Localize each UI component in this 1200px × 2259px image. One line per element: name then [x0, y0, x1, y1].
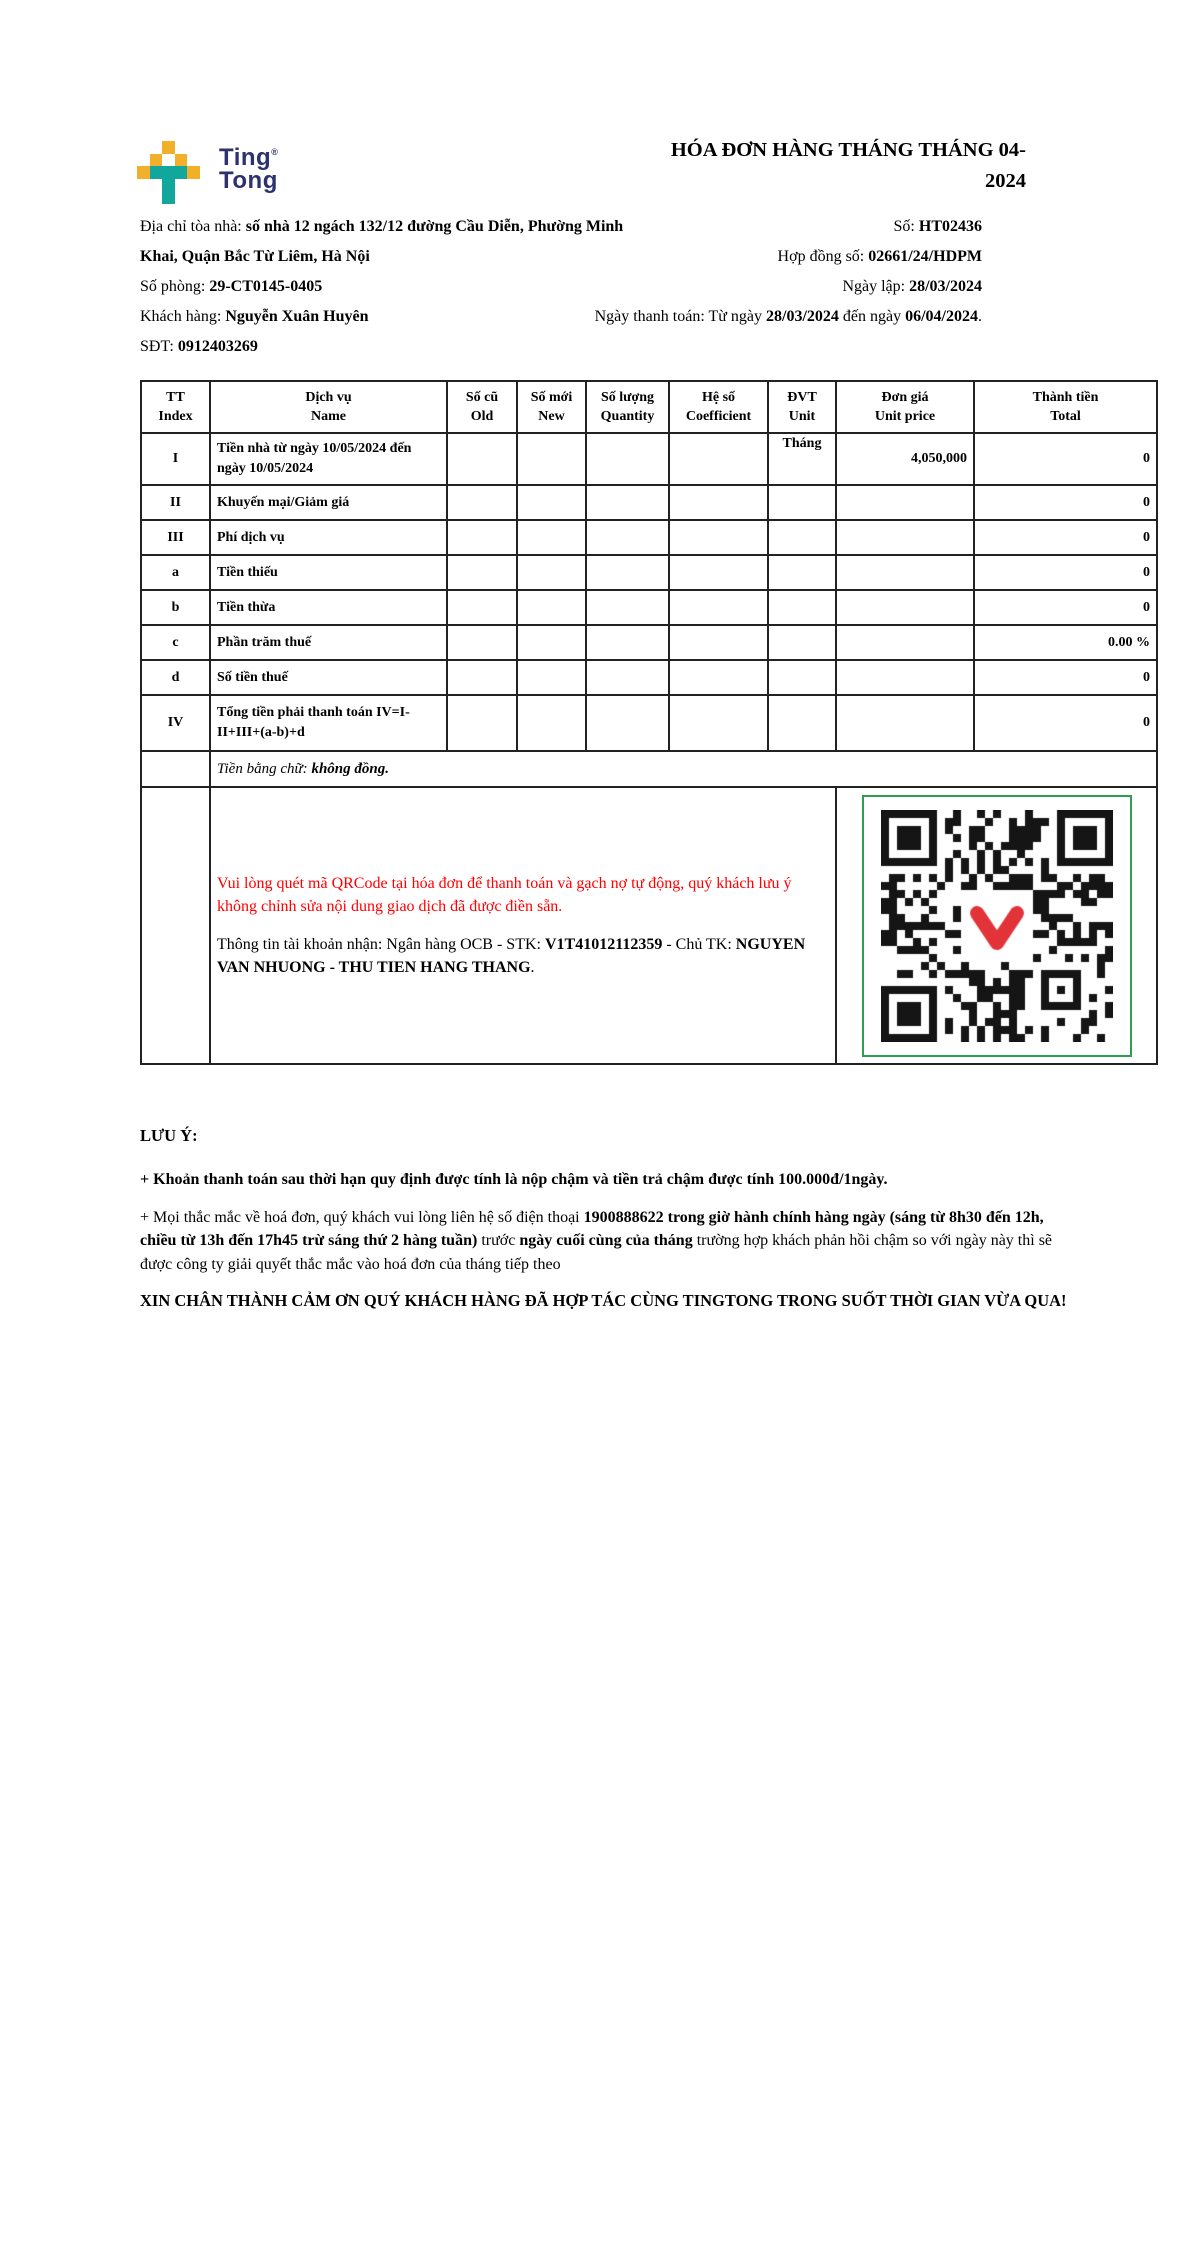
- cell-old: [447, 625, 517, 660]
- cell-unit-price: [836, 695, 974, 751]
- phone-value: 0912403269: [177, 338, 258, 355]
- qr-code-cell: [836, 787, 1157, 1064]
- col-header-new: Số mới New: [517, 381, 586, 433]
- logo-pixel: [187, 166, 200, 179]
- cell-total: 0: [974, 695, 1157, 751]
- hotline-note-text: trường hợp khách phản hồi chậm so với ngày này thì sẽ được công ty giải quyết thắc mắc vào hoá đơn của tháng tiếp theo: [140, 1232, 1053, 1273]
- logo-pixel: [162, 166, 175, 179]
- amount-words-label: Tiền bằng chữ:: [217, 760, 312, 777]
- logo-pixel: [150, 166, 163, 179]
- table-row-service-fee: [141, 520, 1157, 555]
- registered-mark: ®: [271, 147, 278, 157]
- cell-coef: [669, 485, 768, 520]
- logo-pixel: [175, 166, 188, 179]
- cell-index: c: [141, 625, 210, 660]
- late-payment-note: + Khoản thanh toán sau thời hạn quy định được tính là nộp chậm và tiền trả chậm được tính 100.000đ/1ngày.: [140, 1171, 888, 1188]
- payment-label: Ngày thanh toán: Từ ngày: [594, 308, 767, 325]
- issue-date-value: 28/03/2024: [909, 278, 982, 295]
- cell-name: Phí dịch vụ: [210, 520, 447, 555]
- cell-index: IV: [141, 695, 210, 751]
- cell-unit-price: [836, 555, 974, 590]
- invoice-table: [140, 380, 1158, 1065]
- customer-value: Nguyễn Xuân Huyên: [225, 308, 369, 325]
- table-row-tax-amount: [141, 660, 1157, 695]
- cell-index: [141, 787, 210, 1064]
- cell-old: [447, 433, 517, 485]
- contract-label: Hợp đồng số:: [777, 248, 869, 265]
- cell-name: Tiền thừa: [210, 590, 447, 625]
- room-label: Số phòng:: [140, 278, 210, 295]
- cell-name: Tổng tiền phải thanh toán IV=I-II+III+(a-b)+d: [210, 695, 447, 751]
- payment-to: 06/04/2024: [905, 308, 978, 325]
- col-header-quantity: Số lượng Quantity: [586, 381, 669, 433]
- invoice-no-line: [422, 212, 982, 242]
- payment-from: 28/03/2024: [766, 308, 839, 325]
- table-row-shortage: [141, 555, 1157, 590]
- cell-unit: [768, 660, 836, 695]
- phone-line: [140, 332, 660, 362]
- table-header-row: [141, 381, 1157, 433]
- cell-qty: [586, 520, 669, 555]
- cell-new: [517, 625, 586, 660]
- cell-index: b: [141, 590, 210, 625]
- tingtong-logo-icon: [137, 141, 197, 201]
- document-title: HÓA ĐƠN HÀNG THÁNG THÁNG 04-2024: [670, 139, 1026, 192]
- cell-coef: [669, 660, 768, 695]
- address-label: Địa chỉ tòa nhà:: [140, 218, 246, 235]
- cell-old: [447, 590, 517, 625]
- cell-index: II: [141, 485, 210, 520]
- issue-date-line: [422, 272, 982, 302]
- cell-index: I: [141, 433, 210, 485]
- cell-name: Số tiền thuế: [210, 660, 447, 695]
- hotline-note: [140, 1206, 1080, 1277]
- cell-new: [517, 555, 586, 590]
- cell-name: Khuyến mại/Giảm giá: [210, 485, 447, 520]
- cell-name: Tiền thiếu: [210, 555, 447, 590]
- cell-new: [517, 695, 586, 751]
- table-row-surplus: [141, 590, 1157, 625]
- cell-coef: [669, 625, 768, 660]
- cell-qty: [586, 660, 669, 695]
- cell-qty: [586, 695, 669, 751]
- cell-index: a: [141, 555, 210, 590]
- account-holder: NGUYEN VAN NHUONG - THU TIEN HANG THANG: [217, 936, 806, 976]
- cell-coef: [669, 695, 768, 751]
- col-header-coefficient: Hệ số Coefficient: [669, 381, 768, 433]
- cell-unit: [768, 485, 836, 520]
- invoice-no-label: Số:: [893, 218, 919, 235]
- table-row-discount: [141, 485, 1157, 520]
- cell-coef: [669, 433, 768, 485]
- cell-total: 0: [974, 590, 1157, 625]
- account-mid: - Chủ TK:: [662, 936, 736, 953]
- col-header-unit-price: Đơn giá Unit price: [836, 381, 974, 433]
- cell-total: 0: [974, 555, 1157, 590]
- payment-mid: đến ngày: [838, 308, 906, 325]
- cell-name: Tiền nhà từ ngày 10/05/2024 đến ngày 10/05/2024: [210, 433, 447, 485]
- cell-qty: [586, 433, 669, 485]
- cell-old: [447, 555, 517, 590]
- hotline-number: 1900888622 trong giờ hành chính hàng ngày (sáng từ 8h30 đến 12h, chiều từ 13h đến 17h45 trừ sáng thứ 2 hàng tuần): [140, 1208, 1044, 1249]
- cell-total: 0.00 %: [974, 625, 1157, 660]
- address-value: số nhà 12 ngách 132/12 đường Cầu Diễn, Phường Minh Khai, Quận Bắc Từ Liêm, Hà Nội: [140, 218, 624, 265]
- amount-words-value: không đồng.: [311, 760, 389, 777]
- cell-coef: [669, 590, 768, 625]
- cell-unit: [768, 625, 836, 660]
- col-header-total: Thành tiền Total: [974, 381, 1157, 433]
- cell-unit-price: 4,050,000: [836, 433, 974, 485]
- bank-account-info: [217, 933, 829, 979]
- col-header-name: Dịch vụ Name: [210, 381, 447, 433]
- cell-old: [447, 520, 517, 555]
- qr-row: [141, 787, 1157, 1064]
- cell-unit: Tháng: [768, 433, 836, 485]
- qr-code: [881, 810, 1113, 1042]
- cell-coef: [669, 520, 768, 555]
- cell-new: [517, 520, 586, 555]
- cell-index: III: [141, 520, 210, 555]
- logo-pixel: [137, 166, 150, 179]
- room-value: 29-CT0145-0405: [209, 278, 323, 295]
- amount-in-words: [210, 751, 1157, 787]
- account-number: V1T41012112359: [544, 936, 663, 953]
- issue-date-label: Ngày lập:: [842, 278, 910, 295]
- table-row-rent: [141, 433, 1157, 485]
- payment-end: .: [978, 308, 982, 325]
- logo-word-ting: Ting: [219, 144, 272, 171]
- cell-total: 0: [974, 485, 1157, 520]
- contract-value: 02661/24/HDPM: [868, 248, 982, 265]
- hotline-note-text: + Mọi thắc mắc về hoá đơn, quý khách vui lòng liên hệ số điện thoại: [140, 1208, 584, 1226]
- cell-old: [447, 695, 517, 751]
- col-header-index: TT Index: [141, 381, 210, 433]
- contract-line: [422, 242, 982, 272]
- cell-unit: [768, 590, 836, 625]
- account-label: Thông tin tài khoản nhận: Ngân hàng OCB - STK:: [217, 936, 545, 953]
- cell-unit: [768, 695, 836, 751]
- qr-payment-notice: Vui lòng quét mã QRCode tại hóa đơn để thanh toán và gạch nợ tự động, quý khách lưu ý không chỉnh sửa nội dung giao dịch đã được điền sẵn.: [217, 875, 792, 915]
- cell-index: d: [141, 660, 210, 695]
- cell-unit-price: [836, 520, 974, 555]
- cell-unit: [768, 555, 836, 590]
- tingtong-logo-text: [219, 141, 278, 192]
- invoice-meta: [422, 212, 982, 332]
- cell-qty: [586, 625, 669, 660]
- cell-new: [517, 590, 586, 625]
- cell-new: [517, 433, 586, 485]
- payment-period-line: [422, 302, 982, 332]
- cell-unit-price: [836, 485, 974, 520]
- invoice-no-value: HT02436: [918, 218, 982, 235]
- logo-pixel: [175, 154, 188, 167]
- cell-unit-price: [836, 590, 974, 625]
- cell-qty: [586, 555, 669, 590]
- notes-title: LƯU Ý:: [140, 1126, 198, 1145]
- deadline-text: ngày cuối cùng của tháng: [519, 1232, 693, 1249]
- cell-new: [517, 660, 586, 695]
- logo-pixel: [162, 179, 175, 192]
- footer-notes: [140, 1126, 1080, 1312]
- col-header-unit: ĐVT Unit: [768, 381, 836, 433]
- cell-new: [517, 485, 586, 520]
- cell-coef: [669, 555, 768, 590]
- account-end: .: [530, 959, 535, 976]
- table-row-tax-percent: [141, 625, 1157, 660]
- qr-code-frame: [862, 795, 1132, 1057]
- cell-old: [447, 660, 517, 695]
- cell-qty: [586, 590, 669, 625]
- cell-total: 0: [974, 433, 1157, 485]
- cell-total: 0: [974, 660, 1157, 695]
- logo-pixel: [162, 141, 175, 154]
- logo-word-tong: Tong: [219, 167, 278, 194]
- logo-pixel: [162, 191, 175, 204]
- cell-unit-price: [836, 660, 974, 695]
- hotline-note-text: trước: [477, 1232, 520, 1249]
- cell-name: Phần trăm thuế: [210, 625, 447, 660]
- amount-in-words-row: [141, 751, 1157, 787]
- cell-total: 0: [974, 520, 1157, 555]
- logo-pixel: [150, 154, 163, 167]
- cell-index: [141, 751, 210, 787]
- col-header-old: Số cũ Old: [447, 381, 517, 433]
- qr-instructions-cell: [210, 787, 836, 1064]
- customer-label: Khách hàng:: [140, 308, 226, 325]
- cell-qty: [586, 485, 669, 520]
- thank-you-message: XIN CHÂN THÀNH CẢM ƠN QUÝ KHÁCH HÀNG ĐÃ HỢP TÁC CÙNG TINGTONG TRONG SUỐT THỜI GIAN VỪA QUA!: [140, 1291, 1067, 1310]
- cell-unit-price: [836, 625, 974, 660]
- table-row-grand-total: [141, 695, 1157, 751]
- phone-label: SĐT:: [140, 338, 178, 355]
- cell-old: [447, 485, 517, 520]
- cell-unit: [768, 520, 836, 555]
